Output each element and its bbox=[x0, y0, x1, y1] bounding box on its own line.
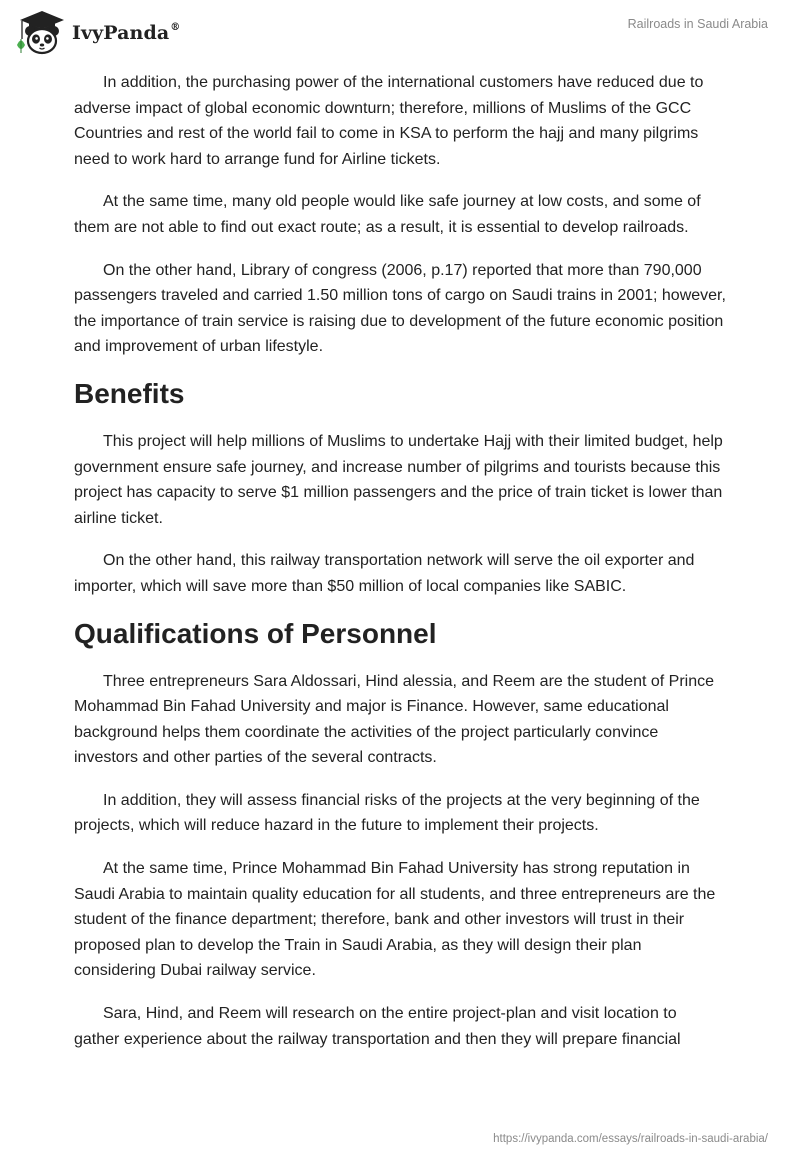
paragraph: In addition, the purchasing power of the international customers have reduced due to adverse impact of global economic downturn; therefore, millions of Muslims of the GCC Countries and rest of the world fail to come in KSA to perform the hajj and many pilgrims need to work hard to arrange fund for Airline tickets. bbox=[74, 74, 704, 168]
paragraph: At the same time, many old people would like safe journey at low costs, and some of them are not able to find out exact route; as a result, it is essential to develop railroads. bbox=[74, 193, 701, 236]
registered-mark: ® bbox=[170, 22, 181, 33]
section-heading-benefits: Benefits bbox=[74, 377, 185, 409]
essay-body bbox=[74, 70, 726, 1069]
paragraph: On the other hand, Library of congress (2006, p.17) reported that more than 790,000 passengers traveled and carried 1.50 million tons of cargo on Saudi trains in 2001; however, the importance of train service is raising due to development of the future economic position and improvement of urban lifestyle. bbox=[74, 261, 726, 356]
paragraph: Sara, Hind, and Reem will research on the entire project-plan and visit location to gather experience about the railway transportation and then they will prepare financial bbox=[74, 1005, 681, 1048]
brand-name: IvyPanda® bbox=[72, 22, 181, 44]
section-heading-qualifications: Qualifications of Personnel bbox=[74, 617, 437, 649]
ivypanda-logo[interactable] bbox=[14, 9, 180, 57]
document-title: Railroads in Saudi Arabia bbox=[627, 17, 768, 31]
paragraph: In addition, they will assess financial risks of the projects at the very beginning of the projects, which will reduce hazard in the future to implement their projects. bbox=[74, 791, 700, 835]
paragraph: Three entrepreneurs Sara Aldossari, Hind alessia, and Reem are the student of Prince Mohammad Bin Fahad University and major is Finance. However, same educational background helps them coordinate the activities of the project particularly convince investors and other parties of the several contracts. bbox=[74, 672, 714, 767]
paragraph: At the same time, Prince Mohammad Bin Fahad University has strong reputation in Saudi Arabia to maintain quality education for all students, and three entrepreneurs are the student of the finance department; therefore, bank and other investors will trust in their proposed plan to develop the Train in Saudi Arabia, as they will design their plan considering Dubai railway service. bbox=[74, 860, 716, 980]
source-url-link[interactable]: https://ivypanda.com/essays/railroads-in-saudi-arabia/ bbox=[493, 1133, 768, 1145]
paragraph: This project will help millions of Muslims to undertake Hajj with their limited budget, help government ensure safe journey, and increase number of pilgrims and tourists because this project has capacity to serve $1 million passengers and the price of train ticket is lower than airline ticket. bbox=[74, 432, 723, 527]
paragraph: On the other hand, this railway transportation network will serve the oil exporter and importer, which will save more than $50 million of local companies like SABIC. bbox=[74, 552, 695, 595]
page-header bbox=[0, 0, 800, 66]
panda-graduate-logo-icon bbox=[14, 9, 70, 57]
